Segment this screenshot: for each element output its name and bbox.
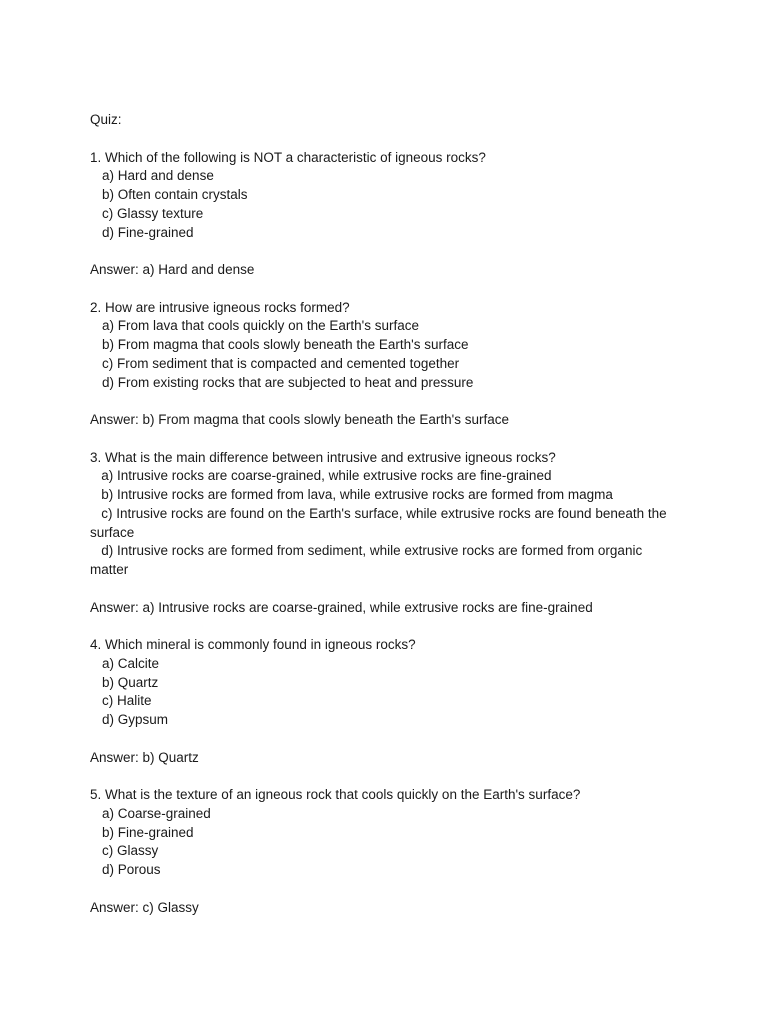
spacer [90, 617, 670, 636]
quiz-heading: Quiz: [90, 112, 122, 127]
question-1-option-d: d) Fine-grained [102, 224, 194, 240]
question-5-answer: Answer: c) Glassy [90, 899, 199, 915]
spacer [90, 430, 670, 449]
question-5-option-b: b) Fine-grained [102, 824, 194, 840]
question-2-option-d: d) From existing rocks that are subjected to heat and pressure [102, 374, 474, 390]
question-4-answer: Answer: b) Quartz [90, 749, 199, 765]
question-4: 4. Which mineral is commonly found in igneous rocks? [90, 637, 416, 652]
spacer [90, 242, 670, 261]
question-2: 2. How are intrusive igneous rocks formed? [90, 299, 350, 315]
question-4-option-b: b) Quartz [102, 674, 159, 690]
question-1-option-a: a) Hard and dense [102, 168, 214, 184]
question-1-answer: Answer: a) Hard and dense [90, 262, 255, 277]
question-5-option-d: d) Porous [102, 862, 161, 877]
question-3-option-c [90, 505, 670, 543]
question-3-option-a-text: a) Intrusive rocks are coarse-grained, while extrusive rocks are fine-grained [101, 468, 552, 484]
question-2-option-c: c) From sediment that is compacted and cemented together [102, 355, 460, 371]
document-page [90, 111, 670, 917]
spacer [90, 767, 670, 786]
question-5-option-c: c) Glassy [102, 843, 159, 859]
spacer [90, 392, 670, 411]
question-4-option-d: d) Gypsum [102, 712, 169, 727]
question-3-answer: Answer: a) Intrusive rocks are coarse-grained, while extrusive rocks are fine-grained [90, 599, 593, 615]
question-1-option-c: c) Glassy texture [102, 205, 204, 221]
question-3-option-b [90, 486, 670, 505]
question-2-option-a: a) From lava that cools quickly on the Earth's surface [102, 318, 419, 334]
question-3-option-c-text: c) Intrusive rocks are found on the Earth's surface, while extrusive rocks are found beneath the surface [90, 505, 671, 540]
question-2-answer: Answer: b) From magma that cools slowly beneath the Earth's surface [90, 412, 510, 427]
question-4-option-a: a) Calcite [102, 655, 160, 671]
spacer [90, 580, 670, 599]
question-3-option-a [90, 467, 670, 486]
spacer [90, 130, 670, 149]
question-3-option-b-text: b) Intrusive rocks are formed from lava, while extrusive rocks are formed from magma [101, 487, 613, 502]
spacer [90, 280, 670, 299]
question-3-option-d [90, 542, 670, 580]
question-4-option-c: c) Halite [102, 693, 152, 709]
spacer [90, 730, 670, 749]
question-2-option-b: b) From magma that cools slowly beneath the Earth's surface [102, 337, 469, 352]
question-1: 1. Which of the following is NOT a characteristic of igneous rocks? [90, 149, 486, 165]
question-3-option-d-text: d) Intrusive rocks are formed from sediment, while extrusive rocks are formed from organic matter [90, 543, 646, 577]
question-3: 3. What is the main difference between intrusive and extrusive igneous rocks? [90, 449, 556, 465]
question-1-option-b: b) Often contain crystals [102, 187, 248, 202]
spacer [90, 880, 670, 899]
question-5: 5. What is the texture of an igneous rock that cools quickly on the Earth's surface? [90, 787, 581, 802]
question-5-option-a: a) Coarse-grained [102, 805, 211, 821]
